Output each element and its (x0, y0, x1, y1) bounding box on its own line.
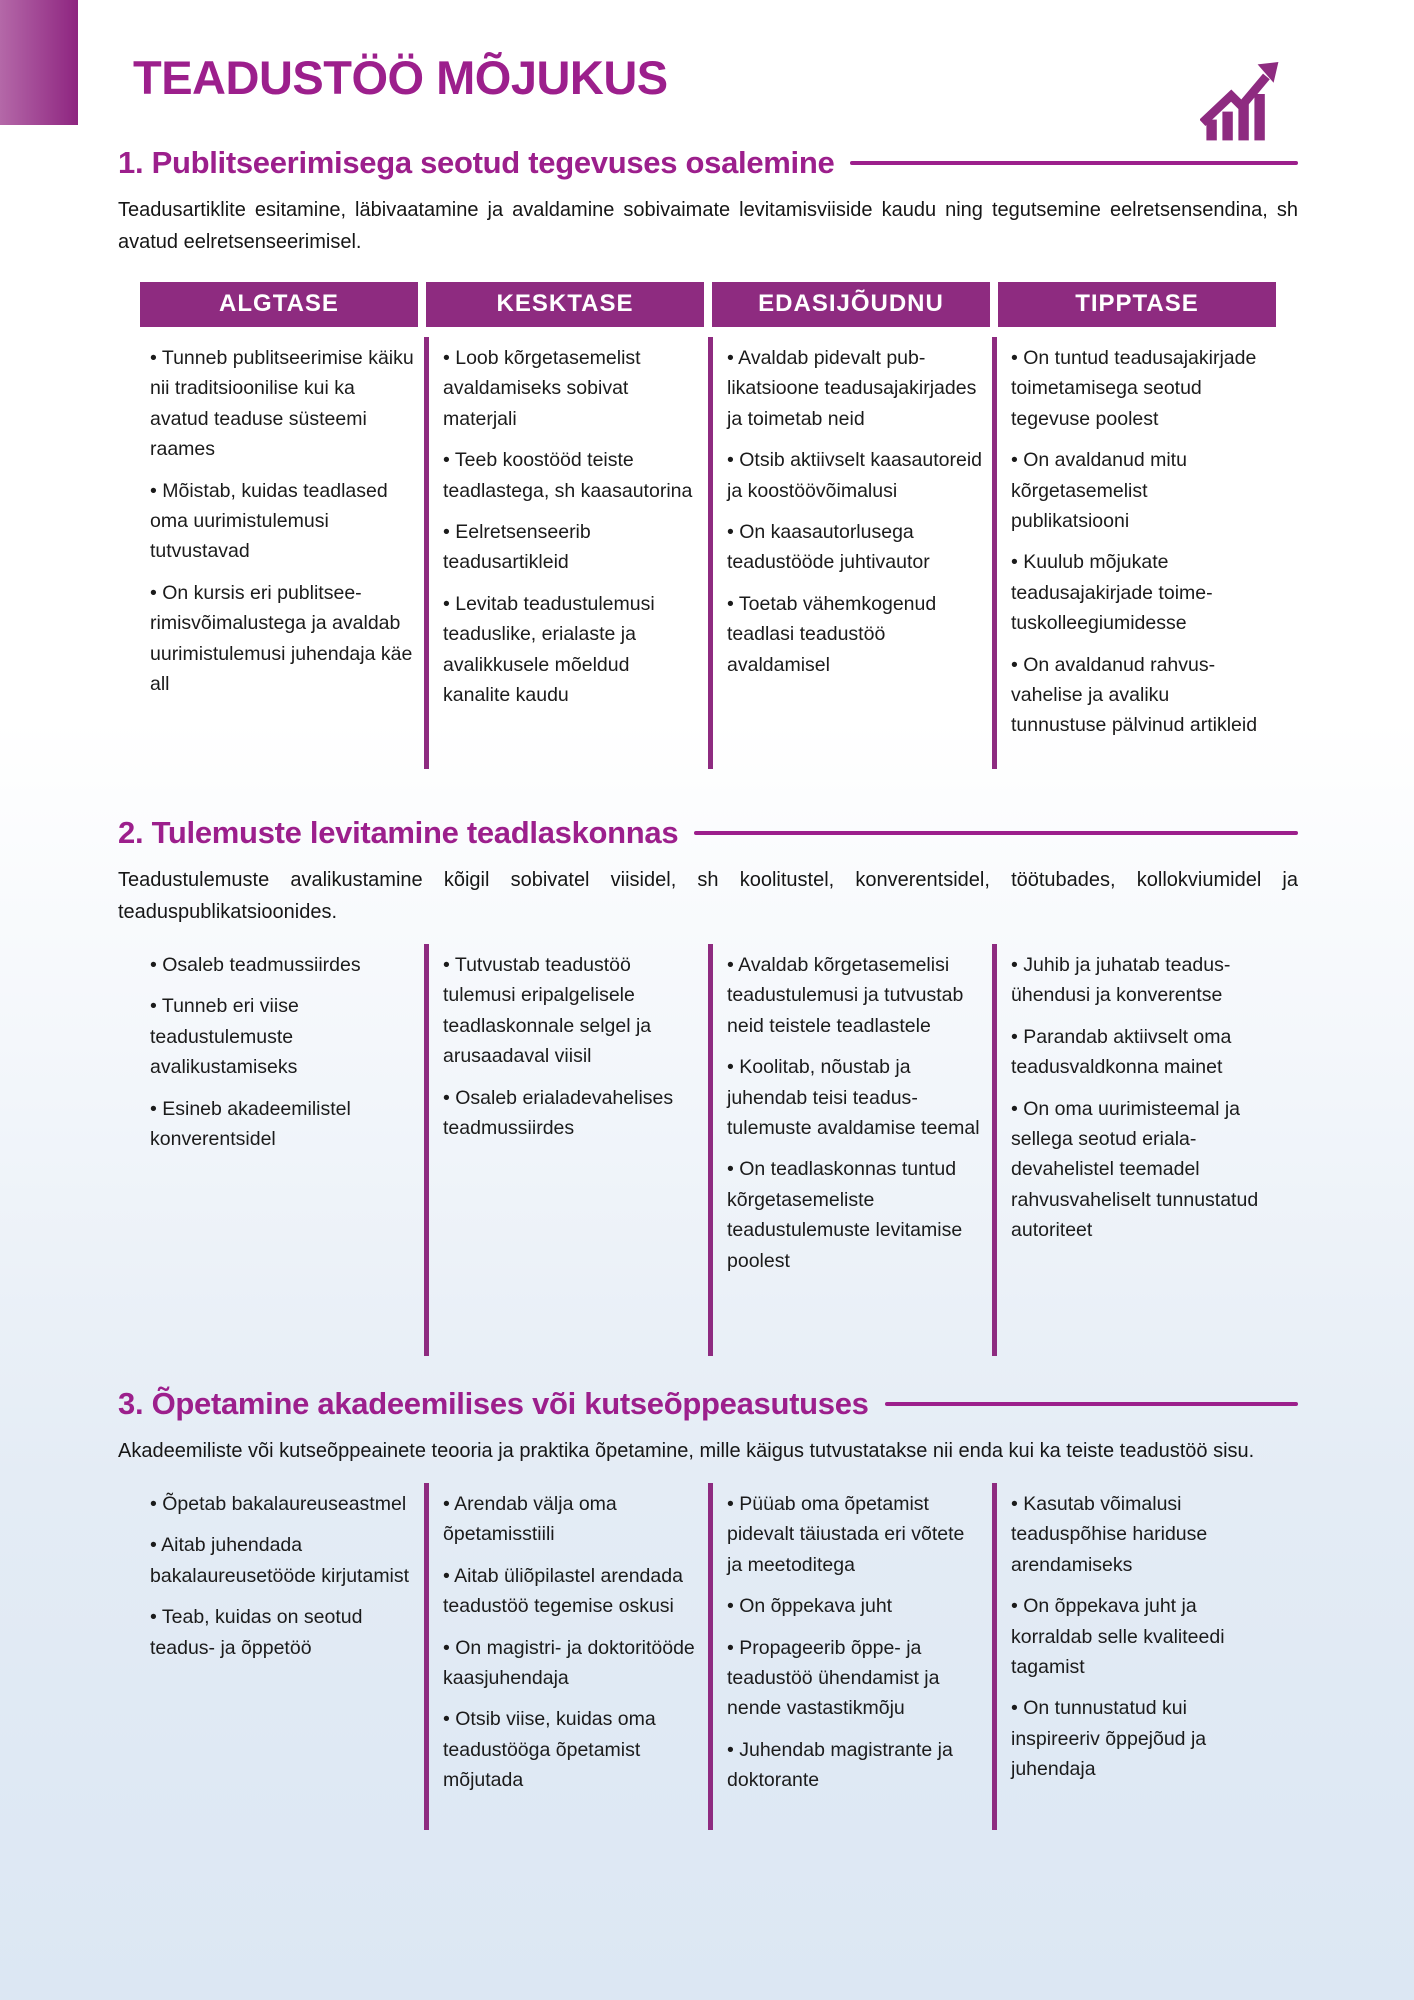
section-intro: Teadustulemuste avalikustamine kõigil sobivatel viisidel, sh koolitustel, konverentsidel, töötubades, kollokviumidel ja teaduspublikatsioonides. (118, 869, 1298, 923)
section-heading: 2. Tulemuste levitamine teadlaskonnas (118, 815, 679, 850)
section-intro: Akadeemiliste või kutseõppeainete teooria ja praktika õpetamine, mille käigus tutvustatakse nii enda kui ka teiste teadustöö sisu. (118, 1440, 1255, 1462)
bullet-item: • Esineb akadeemilistel konverentsidel (150, 1097, 351, 1151)
bullet-item: • On tuntud teadusajakirjade toimetamisega seotud tegevuse poolest (1011, 347, 1257, 430)
bullet-item: • Parandab aktiivselt oma teadusvaldkonna mainet (1011, 1025, 1232, 1079)
level-columns (140, 1483, 1276, 1830)
level-column (424, 337, 708, 769)
bullet-item: • On teadlaskonnas tuntud kõrgetasemeliste teadustulemuste levitamise poolest (727, 1158, 963, 1272)
section-heading-row (118, 1386, 1298, 1422)
bullet-item: • Juhendab magistrante ja doktorante (727, 1738, 953, 1792)
growth-chart-icon (1200, 62, 1280, 142)
bullet-item: • On kursis eri publitseerimisvõimalustega ja avaldab uurimistulemusi juhendaja käe all (150, 581, 413, 696)
bullet-item: • Toetab vähemkogenud teadlasi teadustöö avaldamisel (727, 592, 937, 676)
level-table (140, 944, 1276, 1356)
bullet-item: • Tunneb eri viise teadustulemuste avalikustamiseks (150, 995, 299, 1079)
section-intro: Teadusartiklite esitamine, läbivaatamine ja avaldamine sobivaimate levitamisviiside kaudu ning tegutsemine eelretsensendina, sh avatud eelretsenseerimisel. (118, 199, 1298, 253)
bullet-item: • On magistri- ja doktoritööde kaasjuhendaja (443, 1636, 695, 1690)
level-column (424, 944, 708, 1356)
level-columns (140, 337, 1276, 769)
level-column (992, 944, 1276, 1356)
bullet-item: • Püüab oma õpetamist pidevalt täiustada eri võtete ja meetoditega (727, 1493, 965, 1576)
section-heading: 3. Õpetamine akadeemilises või kutseõppeasutuses (118, 1386, 869, 1421)
bullet-item: • Õpetab bakalaureuseastmel (150, 1493, 407, 1515)
level-column (708, 944, 992, 1356)
bullet-item: • Tutvustab teadustöö tulemusi eripalgelisele teadlaskonnale selgel ja arusaadaval viisil (443, 954, 652, 1068)
level-column (140, 944, 424, 1356)
bullet-item: • Mõistab, kuidas teadlased oma uurimistulemusi tutvustavad (150, 479, 388, 563)
bullet-item: • Loob kõrgetasemelist avaldamiseks sobivat materjali (443, 347, 641, 430)
level-header: TIPPTASE (998, 282, 1276, 327)
section-rule (885, 1402, 1298, 1406)
bullet-item: • On avaldanud rahvusvahelise ja avaliku tunnustuse pälvinud artikleid (1011, 653, 1258, 737)
bullet-item: • Eelretsenseerib teadusartikleid (443, 521, 591, 574)
bullet-item: • Avaldab kõrgetasemelisi teadustulemusi ja tutvustab neid teistele teadlastele (727, 954, 964, 1037)
bullet-item: • Arendab välja oma õpetamisstiili (443, 1493, 617, 1546)
level-header: KESKTASE (426, 282, 704, 327)
bullet-item: • On õppekava juht ja korraldab selle kvaliteedi tagamist (1011, 1595, 1225, 1679)
bullet-item: • Kasutab võimalusi teaduspõhise hariduse arendamiseks (1011, 1493, 1208, 1576)
bullet-item: • Osaleb erialadevahelises teadmussiirdes (443, 1086, 674, 1140)
bullet-item: • Kuulub mõjukate teadusajakirjade toimetuskolleegiumidesse (1011, 551, 1213, 635)
bullet-item: • Aitab juhendada bakalaureusetööde kirjutamist (150, 1534, 410, 1587)
section-heading-row (118, 145, 1298, 181)
bullet-item: • Levitab teadustulemusi teaduslike, erialaste ja avalikkusele mõeldud kanalite kaudu (443, 592, 655, 707)
level-column (992, 1483, 1276, 1830)
level-header: EDASIJÕUDNU (712, 282, 990, 327)
section-rule (694, 831, 1298, 835)
bullet-item: • Propageerib õppe- ja teadustöö ühendamist ja nende vastastikmõju (727, 1636, 940, 1720)
page-header (118, 50, 1298, 105)
bullet-item: • Aitab üliõpilastel arendada teadustöö tegemise oskusi (443, 1564, 683, 1618)
bullet-item: • Osaleb teadmussiirdes (150, 954, 361, 976)
level-header: ALGTASE (140, 282, 418, 327)
section-dissemination (118, 815, 1298, 1356)
level-headers (140, 282, 1276, 327)
bullet-item: • Otsib aktiivselt kaasautoreid ja koostöövõimalusi (727, 449, 983, 502)
level-table (140, 1483, 1276, 1830)
bullet-item: • Teeb koostööd teiste teadlastega, sh kaasautorina (443, 449, 693, 502)
level-column (424, 1483, 708, 1830)
level-column (708, 1483, 992, 1830)
section-rule (850, 161, 1298, 165)
bullet-item: • Otsib viise, kuidas oma teadustööga õpetamist mõjutada (443, 1708, 656, 1792)
bullet-item: • Koolitab, nõustab ja juhendab teisi teadustulemuste avaldamise teemal (727, 1056, 980, 1140)
bullet-item: • Juhib ja juhatab teadusühendusi ja konverentse (1011, 954, 1231, 1007)
level-columns (140, 944, 1276, 1356)
page-title: TEADUSTÖÖ MÕJUKUS (133, 51, 668, 104)
bullet-item: • On kaasautorlusega teadustööde juhtivautor (727, 521, 930, 574)
bullet-item: • Teab, kuidas on seotud teadus- ja õppetöö (150, 1606, 363, 1659)
section-publishing (118, 145, 1298, 769)
level-table (140, 282, 1276, 769)
bullet-item: • On avaldanud mitu kõrgetasemelist publikatsiooni (1011, 449, 1187, 533)
bullet-item: • Tunneb publitseerimise käiku nii traditsioonilise kui ka avatud teaduse süsteemi raames (150, 347, 414, 461)
level-column (992, 337, 1276, 769)
section-heading: 1. Publitseerimisega seotud tegevuses osalemine (118, 145, 835, 180)
bullet-item: • Avaldab pidevalt publikatsioone teadusajakirjades ja toimetab neid (727, 347, 977, 430)
bullet-item: • On tunnustatud kui inspireeriv õppejõud ja juhendaja (1011, 1697, 1207, 1781)
section-heading-row (118, 815, 1298, 851)
level-column (140, 337, 424, 769)
section-teaching (118, 1386, 1298, 1830)
bullet-item: • On oma uurimisteemal ja sellega seotud erialadevahelistel teemadel rahvusvaheliselt tunnustatud autoriteet (1011, 1097, 1259, 1242)
level-column (708, 337, 992, 769)
bullet-item: • On õppekava juht (727, 1595, 893, 1618)
level-column (140, 1483, 424, 1830)
